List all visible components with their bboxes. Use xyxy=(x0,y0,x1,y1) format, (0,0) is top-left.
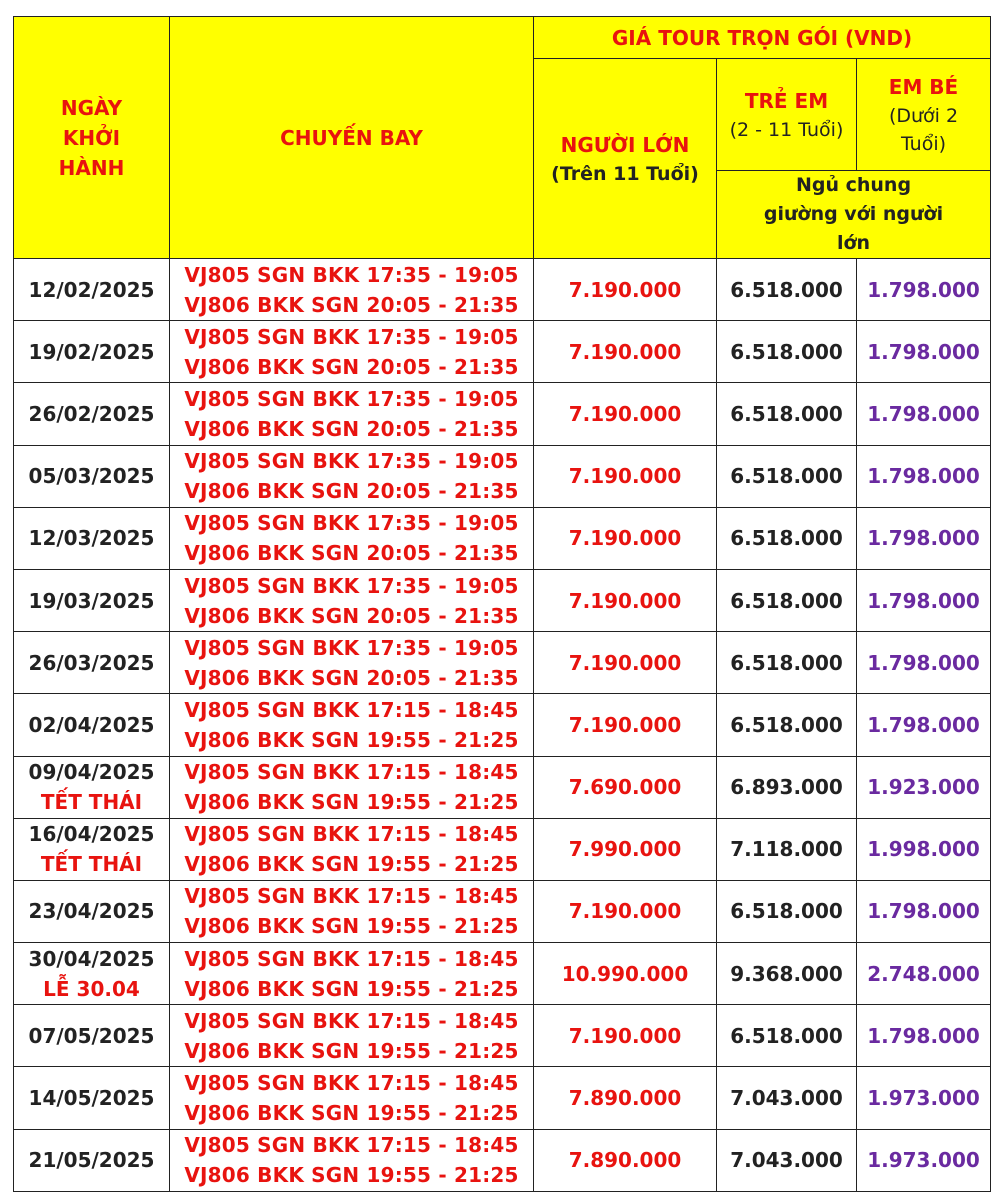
outbound-flight: VJ805 SGN BKK 17:35 - 19:05 xyxy=(184,635,519,660)
table-row xyxy=(14,321,991,383)
departure-date: 21/05/2025 xyxy=(28,1148,155,1173)
header-departure-date: NGÀY KHỞI HÀNH xyxy=(14,17,170,259)
adult-price: 7.890.000 xyxy=(534,1129,717,1191)
header-infant xyxy=(857,59,991,171)
flight-cell xyxy=(170,943,534,1005)
return-flight: VJ806 BKK SGN 20:05 - 21:35 xyxy=(184,541,519,566)
flight-cell xyxy=(170,1067,534,1129)
outbound-flight: VJ805 SGN BKK 17:15 - 18:45 xyxy=(184,760,519,785)
tour-price-table xyxy=(13,16,991,1192)
header-child xyxy=(717,59,857,171)
header-shared-bed: Ngủ chung giường với người lớn xyxy=(717,171,991,259)
outbound-flight: VJ805 SGN BKK 17:35 - 19:05 xyxy=(184,386,519,411)
departure-date-cell xyxy=(14,694,170,756)
return-flight: VJ806 BKK SGN 20:05 - 21:35 xyxy=(184,416,519,441)
departure-date-cell xyxy=(14,321,170,383)
departure-date-cell xyxy=(14,1067,170,1129)
departure-date-cell xyxy=(14,569,170,631)
table-row xyxy=(14,1129,991,1191)
departure-date-cell xyxy=(14,383,170,445)
flight-cell xyxy=(170,445,534,507)
adult-price: 7.690.000 xyxy=(534,756,717,818)
header-infant-age: (Dưới 2 Tuổi) xyxy=(888,104,959,155)
child-price: 6.518.000 xyxy=(717,632,857,694)
departure-date: 05/03/2025 xyxy=(28,464,155,489)
infant-price: 2.748.000 xyxy=(857,943,991,1005)
departure-date: 09/04/2025 xyxy=(28,760,155,785)
adult-price: 7.190.000 xyxy=(534,383,717,445)
adult-price: 7.890.000 xyxy=(534,1067,717,1129)
departure-date-cell xyxy=(14,756,170,818)
infant-price: 1.798.000 xyxy=(857,507,991,569)
infant-price: 1.923.000 xyxy=(857,756,991,818)
child-price: 6.518.000 xyxy=(717,259,857,321)
departure-date: 30/04/2025 xyxy=(28,946,155,971)
departure-date-cell xyxy=(14,943,170,1005)
flight-cell xyxy=(170,507,534,569)
departure-date: 14/05/2025 xyxy=(28,1086,155,1111)
table-row xyxy=(14,880,991,942)
table-row xyxy=(14,1005,991,1067)
return-flight: VJ806 BKK SGN 19:55 - 21:25 xyxy=(184,1163,519,1188)
return-flight: VJ806 BKK SGN 20:05 - 21:35 xyxy=(184,665,519,690)
table-row xyxy=(14,756,991,818)
outbound-flight: VJ805 SGN BKK 17:35 - 19:05 xyxy=(184,449,519,474)
table-row xyxy=(14,445,991,507)
return-flight: VJ806 BKK SGN 19:55 - 21:25 xyxy=(184,914,519,939)
adult-price: 7.190.000 xyxy=(534,445,717,507)
adult-price: 7.190.000 xyxy=(534,632,717,694)
table-row xyxy=(14,507,991,569)
holiday-note: LỄ 30.04 xyxy=(43,976,140,1001)
return-flight: VJ806 BKK SGN 20:05 - 21:35 xyxy=(184,354,519,379)
adult-price: 7.990.000 xyxy=(534,818,717,880)
outbound-flight: VJ805 SGN BKK 17:15 - 18:45 xyxy=(184,1071,519,1096)
child-price: 7.118.000 xyxy=(717,818,857,880)
departure-date-cell xyxy=(14,259,170,321)
infant-price: 1.973.000 xyxy=(857,1067,991,1129)
flight-cell xyxy=(170,694,534,756)
infant-price: 1.798.000 xyxy=(857,259,991,321)
outbound-flight: VJ805 SGN BKK 17:15 - 18:45 xyxy=(184,946,519,971)
outbound-flight: VJ805 SGN BKK 17:15 - 18:45 xyxy=(184,1008,519,1033)
departure-date-cell xyxy=(14,880,170,942)
adult-price: 7.190.000 xyxy=(534,259,717,321)
child-price: 6.518.000 xyxy=(717,1005,857,1067)
flight-cell xyxy=(170,818,534,880)
holiday-note: TẾT THÁI xyxy=(40,790,143,815)
departure-date: 12/03/2025 xyxy=(28,526,155,551)
flight-cell xyxy=(170,1005,534,1067)
table-body xyxy=(14,259,991,1192)
departure-date: 19/02/2025 xyxy=(28,339,155,364)
outbound-flight: VJ805 SGN BKK 17:35 - 19:05 xyxy=(184,324,519,349)
return-flight: VJ806 BKK SGN 19:55 - 21:25 xyxy=(184,790,519,815)
child-price: 6.518.000 xyxy=(717,445,857,507)
return-flight: VJ806 BKK SGN 19:55 - 21:25 xyxy=(184,1038,519,1063)
flight-cell xyxy=(170,383,534,445)
flight-cell xyxy=(170,569,534,631)
return-flight: VJ806 BKK SGN 20:05 - 21:35 xyxy=(184,479,519,504)
infant-price: 1.798.000 xyxy=(857,1005,991,1067)
outbound-flight: VJ805 SGN BKK 17:35 - 19:05 xyxy=(184,262,519,287)
child-price: 6.518.000 xyxy=(717,383,857,445)
table-row xyxy=(14,383,991,445)
child-price: 6.893.000 xyxy=(717,756,857,818)
header-infant-label: EM BÉ xyxy=(888,74,959,99)
infant-price: 1.973.000 xyxy=(857,1129,991,1191)
header-adult xyxy=(534,59,717,259)
adult-price: 10.990.000 xyxy=(534,943,717,1005)
return-flight: VJ806 BKK SGN 19:55 - 21:25 xyxy=(184,727,519,752)
infant-price: 1.798.000 xyxy=(857,445,991,507)
adult-price: 7.190.000 xyxy=(534,569,717,631)
departure-date: 12/02/2025 xyxy=(28,277,155,302)
table-row xyxy=(14,632,991,694)
header-adult-label: NGƯỜI LỚN xyxy=(560,132,690,157)
departure-date: 07/05/2025 xyxy=(28,1023,155,1048)
departure-date: 23/04/2025 xyxy=(28,899,155,924)
departure-date-cell xyxy=(14,818,170,880)
return-flight: VJ806 BKK SGN 19:55 - 21:25 xyxy=(184,1101,519,1126)
flight-cell xyxy=(170,756,534,818)
flight-cell xyxy=(170,632,534,694)
departure-date: 26/02/2025 xyxy=(28,401,155,426)
child-price: 9.368.000 xyxy=(717,943,857,1005)
departure-date-cell xyxy=(14,445,170,507)
header-child-label: TRẺ EM xyxy=(744,88,829,113)
departure-date-cell xyxy=(14,632,170,694)
outbound-flight: VJ805 SGN BKK 17:15 - 18:45 xyxy=(184,697,519,722)
adult-price: 7.190.000 xyxy=(534,694,717,756)
table-row xyxy=(14,1067,991,1129)
header-child-age: (2 - 11 Tuổi) xyxy=(729,118,844,141)
departure-date-cell xyxy=(14,1129,170,1191)
flight-cell xyxy=(170,1129,534,1191)
child-price: 6.518.000 xyxy=(717,321,857,383)
child-price: 6.518.000 xyxy=(717,569,857,631)
infant-price: 1.998.000 xyxy=(857,818,991,880)
table-header xyxy=(14,17,991,259)
departure-date-cell xyxy=(14,1005,170,1067)
table-row xyxy=(14,259,991,321)
header-package-price: GIÁ TOUR TRỌN GÓI (VND) xyxy=(534,17,991,59)
table-row xyxy=(14,818,991,880)
infant-price: 1.798.000 xyxy=(857,383,991,445)
flight-cell xyxy=(170,259,534,321)
outbound-flight: VJ805 SGN BKK 17:35 - 19:05 xyxy=(184,511,519,536)
child-price: 6.518.000 xyxy=(717,694,857,756)
flight-cell xyxy=(170,880,534,942)
infant-price: 1.798.000 xyxy=(857,880,991,942)
departure-date: 26/03/2025 xyxy=(28,650,155,675)
table-row xyxy=(14,694,991,756)
child-price: 7.043.000 xyxy=(717,1067,857,1129)
adult-price: 7.190.000 xyxy=(534,880,717,942)
child-price: 6.518.000 xyxy=(717,507,857,569)
holiday-note: TẾT THÁI xyxy=(40,852,143,877)
flight-cell xyxy=(170,321,534,383)
header-flight: CHUYẾN BAY xyxy=(170,17,534,259)
table-row xyxy=(14,569,991,631)
return-flight: VJ806 BKK SGN 20:05 - 21:35 xyxy=(184,292,519,317)
outbound-flight: VJ805 SGN BKK 17:35 - 19:05 xyxy=(184,573,519,598)
infant-price: 1.798.000 xyxy=(857,632,991,694)
outbound-flight: VJ805 SGN BKK 17:15 - 18:45 xyxy=(184,884,519,909)
outbound-flight: VJ805 SGN BKK 17:15 - 18:45 xyxy=(184,822,519,847)
departure-date: 02/04/2025 xyxy=(28,712,155,737)
return-flight: VJ806 BKK SGN 20:05 - 21:35 xyxy=(184,603,519,628)
adult-price: 7.190.000 xyxy=(534,321,717,383)
infant-price: 1.798.000 xyxy=(857,569,991,631)
table-row xyxy=(14,943,991,1005)
child-price: 6.518.000 xyxy=(717,880,857,942)
child-price: 7.043.000 xyxy=(717,1129,857,1191)
infant-price: 1.798.000 xyxy=(857,321,991,383)
return-flight: VJ806 BKK SGN 19:55 - 21:25 xyxy=(184,976,519,1001)
adult-price: 7.190.000 xyxy=(534,507,717,569)
departure-date-cell xyxy=(14,507,170,569)
outbound-flight: VJ805 SGN BKK 17:15 - 18:45 xyxy=(184,1133,519,1158)
infant-price: 1.798.000 xyxy=(857,694,991,756)
departure-date: 19/03/2025 xyxy=(28,588,155,613)
adult-price: 7.190.000 xyxy=(534,1005,717,1067)
return-flight: VJ806 BKK SGN 19:55 - 21:25 xyxy=(184,852,519,877)
departure-date: 16/04/2025 xyxy=(28,822,155,847)
header-adult-age: (Trên 11 Tuổi) xyxy=(551,162,699,185)
